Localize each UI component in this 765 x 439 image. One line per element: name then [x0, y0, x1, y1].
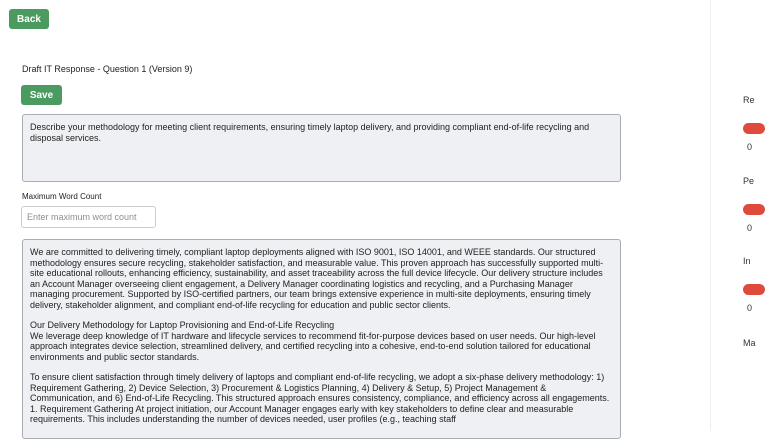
sidebar-toggle[interactable] — [743, 123, 765, 134]
word-count-label: Maximum Word Count — [22, 192, 102, 201]
question-textarea[interactable]: Describe your methodology for meeting client requirements, ensuring timely laptop delivery, and providing compliant end-of-life recycling and disposal services. — [22, 114, 621, 182]
sidebar-label: Pe — [743, 176, 755, 186]
sidebar-label: In — [743, 256, 751, 266]
save-button[interactable]: Save — [21, 85, 62, 105]
word-count-input[interactable] — [21, 206, 156, 228]
sidebar-count: 0 — [747, 223, 753, 233]
page-title: Draft IT Response - Question 1 (Version 9) — [22, 64, 193, 74]
sidebar-label: Ma — [743, 338, 756, 348]
response-textarea[interactable] — [22, 239, 621, 439]
sidebar-count: 0 — [747, 142, 753, 152]
sidebar-toggle[interactable] — [743, 284, 765, 295]
sidebar-count: 0 — [747, 303, 753, 313]
response-paragraph: We are committed to delivering timely, compliant laptop deployments aligned with ISO 9001, ISO 14001, and WEEE standards. Our structured methodology ensures secure recycling, stakeholder satisfaction, and measurable value. This proven approach has successfully supported multi-site educational rollouts, enhancing efficiency, sustainability, and asset traceability across the full device lifecycle. Our delivery structure includes an Account Manager overseeing client engagement, a Delivery Manager coordinating logistics and recycling, and a Purchasing Manager managing procurement. Supported by ISO-certified partners, our team brings extensive experience in multi-site deployments, ensuring timely delivery, stakeholder alignment, and compliant end-of-life recycling for education and public sector clients. — [30, 247, 604, 310]
response-paragraph: To ensure client satisfaction through timely delivery of laptops and compliant end-of-life recycling, we adopt a six-phase delivery methodology: 1) Requirement Gathering, 2) Device Selection, 3) Procurement & Logistics Planning, 4) Delivery & Setup, 5) Project Management & Communication, and 6) End-of-Life Recycling. This structured approach ensures consistency, compliance, and efficiency across all engagements. 1. Requirement Gathering At project initiation, our Account Manager engages early with key stakeholders to define clear and measurable requirements. This includes understanding the number of devices needed, user profiles (e.g., teaching staff — [30, 372, 610, 424]
back-button[interactable]: Back — [9, 9, 49, 29]
sidebar-label: Re — [743, 95, 755, 105]
panel-divider — [710, 0, 711, 431]
sidebar-toggle[interactable] — [743, 204, 765, 215]
response-paragraph: Our Delivery Methodology for Laptop Provisioning and End-of-Life Recycling We leverage deep knowledge of IT hardware and lifecycle services to recommend fit-for-purpose devices based on user needs. Our high-level approach integrates device selection, streamlined delivery, and certified recycling into a cohesive, end-to-end solution tailored for educational environments and public sector standards. — [30, 320, 596, 362]
